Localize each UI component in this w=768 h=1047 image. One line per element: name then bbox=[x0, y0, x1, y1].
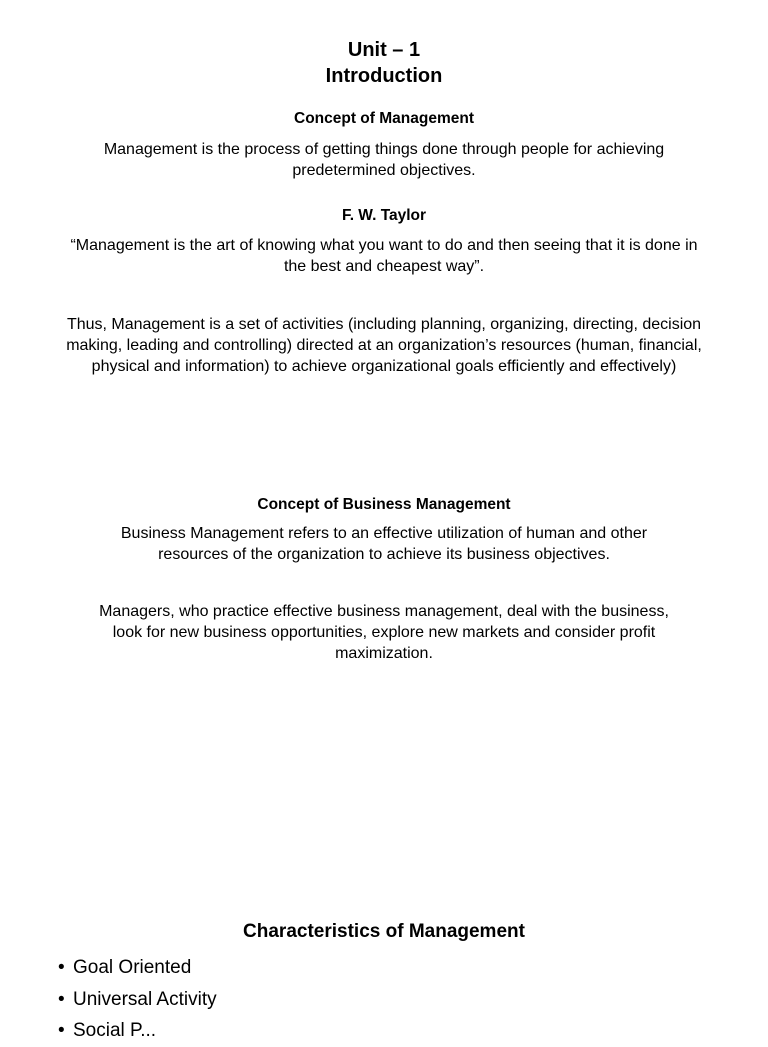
management-summary: Thus, Management is a set of activities (including planning, organizing, directing, decision making, leading and controlling) directed at an organization’s resources (human, financial, physical and information) to achieve organizational goals efficiently and effectively) bbox=[66, 316, 702, 375]
bullet-icon: • bbox=[58, 988, 65, 1010]
managers-text: Managers, who practice effective business management, deal with the business, look for new business opportunities, explore new markets and consider profit maximization. bbox=[99, 603, 669, 662]
business-management-heading: Concept of Business Management bbox=[257, 496, 511, 513]
concept-management-text: Management is the process of getting things done through people for achieving predetermined objectives. bbox=[103, 141, 665, 179]
taylor-quote: “Management is the art of knowing what you want to do and then seeing that it is done in the best and cheapest way”. bbox=[70, 237, 698, 275]
concept-management-heading: Concept of Management bbox=[294, 110, 474, 127]
characteristics-list bbox=[58, 952, 217, 1047]
taylor-heading: F. W. Taylor bbox=[341, 207, 427, 224]
unit-title: Unit – 1 bbox=[347, 39, 421, 61]
bullet-icon: • bbox=[58, 957, 65, 978]
characteristics-heading: Characteristics of Management bbox=[243, 921, 525, 942]
list-item: • Goal Oriented bbox=[58, 952, 217, 984]
page-title: Introduction bbox=[325, 65, 443, 87]
list-item: • Universal Activity bbox=[58, 984, 217, 1016]
business-management-text: Business Management refers to an effective utilization of human and other resources of the organization to achieve its business objectives. bbox=[120, 525, 648, 563]
bullet-icon: • bbox=[58, 1020, 65, 1041]
list-item: • Social P... bbox=[58, 1015, 217, 1047]
